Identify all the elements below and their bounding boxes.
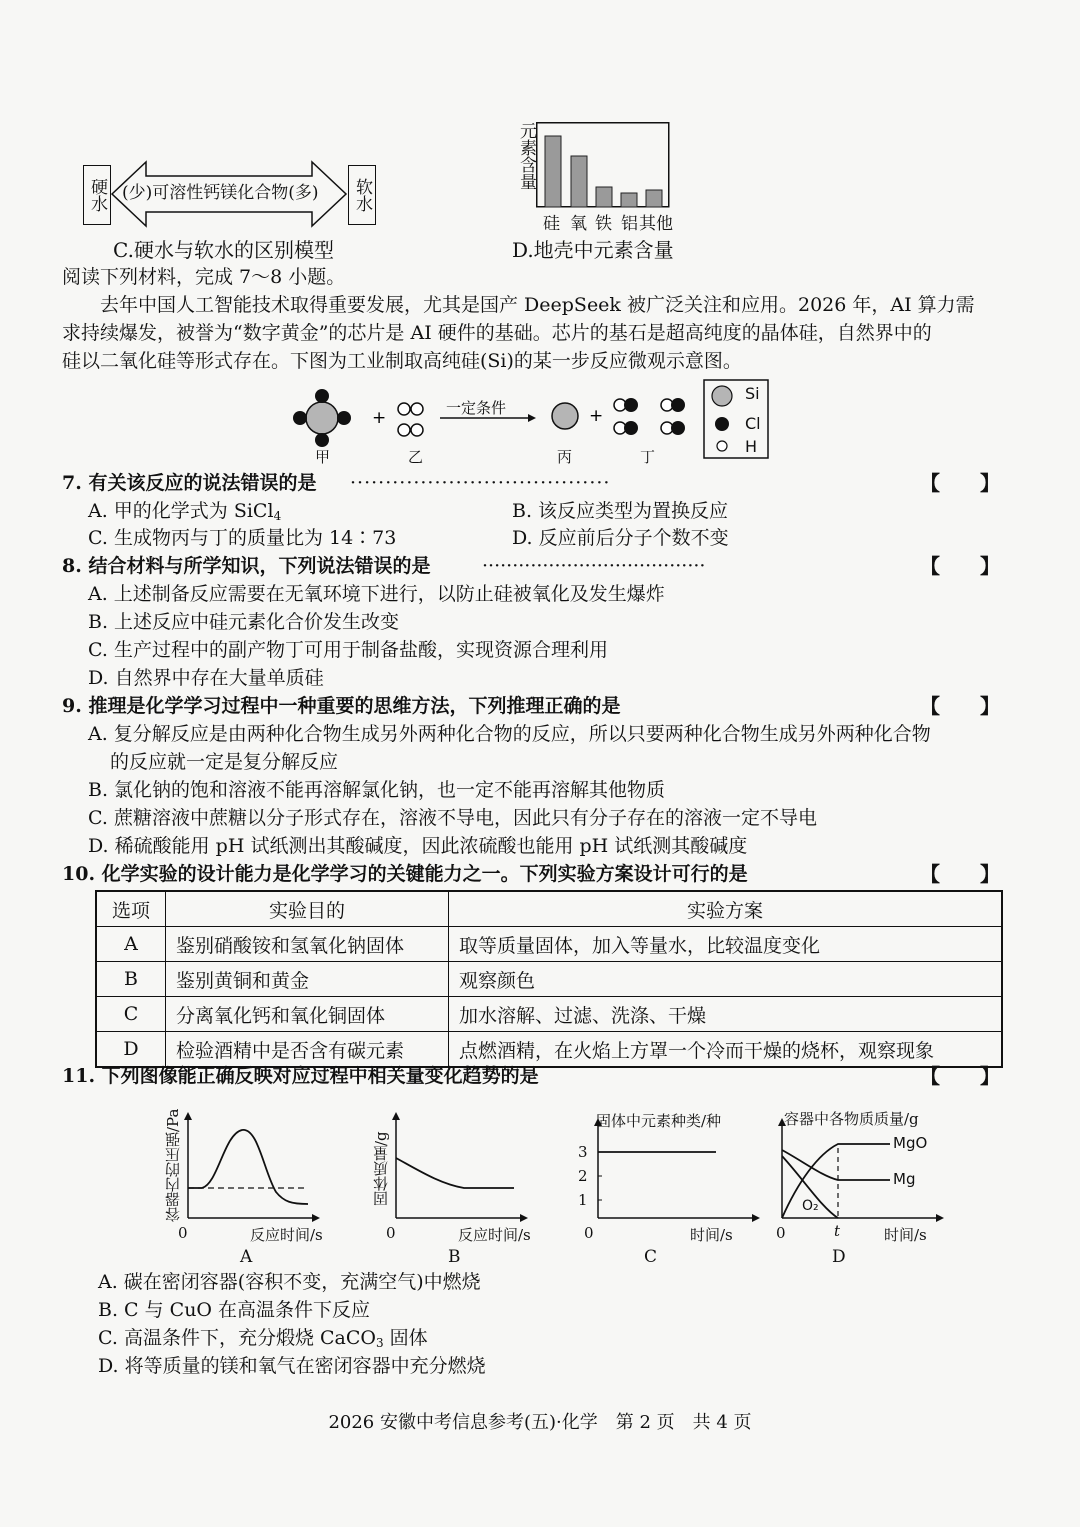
- molecule-bing: [552, 403, 578, 429]
- q8-stem: 8. 结合材料与所学知识，下列说法错误的是: [62, 555, 431, 577]
- legend-cl: Cl: [745, 414, 761, 433]
- material-line-2: 求持续爆发，被誉为“数字黄金”的芯片是 AI 硬件的基础。芯片的基石是超高纯度的晶体硅，自然界中的: [62, 322, 932, 344]
- graph-b-origin: 0: [386, 1224, 396, 1242]
- legend-h: H: [745, 437, 758, 456]
- q9-option-b[interactable]: B. 氯化钠的饱和溶液不能再溶解氯化钠，也一定不能再溶解其他物质: [88, 779, 666, 801]
- q9-bracket[interactable]: 【 】: [920, 694, 1000, 718]
- fig-c-caption: C.硬水与软水的区别模型: [113, 238, 334, 262]
- material-line-1: 去年中国人工智能技术取得重要发展，尤其是国产 DeepSeek 被广泛关注和应用。2026 年，AI 算力需: [100, 294, 975, 316]
- graph-b: [388, 1112, 528, 1222]
- reaction-condition: 一定条件: [446, 399, 507, 417]
- q11-option-b[interactable]: B. C 与 CuO 在高温条件下反应: [98, 1299, 371, 1321]
- q7-option-d[interactable]: D. 反应前后分子个数不变: [512, 527, 729, 549]
- bar-al: [621, 193, 637, 207]
- fig-d-ylabel: 元素含量: [516, 122, 536, 190]
- table-row: A 鉴别硝酸铵和氢氧化钠固体 取等质量固体，加入等量水，比较温度变化: [96, 927, 1002, 962]
- graph-d-series-mg: Mg: [893, 1170, 916, 1188]
- q8-option-d[interactable]: D. 自然界中存在大量单质硅: [88, 667, 324, 689]
- q11-bracket[interactable]: 【 】: [920, 1064, 1000, 1088]
- graph-d-origin: 0: [776, 1224, 786, 1242]
- intro: 阅读下列材料，完成 7～8 小题。: [62, 266, 346, 288]
- fig-d-caption: D.地壳中元素含量: [512, 238, 674, 262]
- table-row: B 鉴别黄铜和黄金 观察颜色: [96, 962, 1002, 997]
- graph-c-tick-1: 1: [578, 1191, 588, 1209]
- reaction-diagram: [290, 378, 770, 466]
- graph-d-name: D: [832, 1247, 846, 1267]
- arrow-text: (少)可溶性钙镁化合物(多): [122, 183, 319, 203]
- hard-water-label: 硬水: [87, 178, 107, 212]
- table-row: C 分离氧化钙和氧化铜固体 加水溶解、过滤、洗涤、干燥: [96, 997, 1002, 1032]
- q9-option-a-line2[interactable]: 的反应就一定是复分解反应: [110, 751, 339, 773]
- graph-c: [590, 1118, 760, 1222]
- graph-c-ylabel: 固体中元素种类/种: [596, 1112, 722, 1130]
- q7-option-c[interactable]: C. 生成物丙与丁的质量比为 14∶73: [88, 527, 397, 549]
- soft-water-label: 软水: [352, 178, 372, 212]
- label-yi: 乙: [408, 448, 424, 466]
- graph-a: [180, 1112, 320, 1222]
- q9-option-d[interactable]: D. 稀硫酸能用 pH 试纸测出其酸碱度，因此浓硫酸也能用 pH 试纸测其酸碱度: [88, 835, 748, 857]
- hard-water-box: [83, 165, 111, 225]
- soft-water-box: [348, 165, 376, 225]
- graph-c-tick-2: 2: [578, 1167, 588, 1185]
- graph-a-name: A: [240, 1247, 253, 1267]
- svg-text:+: +: [372, 408, 387, 428]
- graph-a-origin: 0: [178, 1224, 188, 1242]
- experiment-table: [95, 890, 1003, 1068]
- bar-fe: [596, 187, 612, 207]
- q8-bracket[interactable]: 【 】: [920, 554, 1000, 578]
- graph-a-xlabel: 反应时间/s: [250, 1226, 323, 1244]
- label-jia: 甲: [315, 448, 331, 466]
- graph-d-series-o2: O₂: [802, 1198, 819, 1214]
- q7-option-a[interactable]: A. 甲的化学式为 SiCl$_4$: [88, 500, 282, 523]
- q8-option-a[interactable]: A. 上述制备反应需要在无氧环境下进行，以防止硅被氧化及发生爆炸: [88, 583, 665, 605]
- graph-b-xlabel: 反应时间/s: [458, 1226, 531, 1244]
- label-ding: 丁: [640, 448, 656, 466]
- cat-si: 硅: [543, 214, 560, 234]
- table-header: 选项 实验目的 实验方案: [96, 891, 1002, 927]
- svg-text:+: +: [589, 406, 604, 426]
- fig-d-chart: [536, 122, 670, 208]
- legend-si: Si: [745, 384, 760, 403]
- q7-option-b[interactable]: B. 该反应类型为置换反应: [512, 500, 729, 522]
- q7-dots: ·····································: [350, 472, 611, 494]
- q8-dots: ·····································: [482, 555, 706, 577]
- bar-o: [571, 156, 587, 207]
- graph-b-ylabel: 固体质量/g: [372, 1131, 390, 1206]
- bar-other: [646, 190, 662, 207]
- graph-d-t: t: [834, 1222, 841, 1240]
- cat-o: 氧: [570, 214, 587, 234]
- q7-bracket[interactable]: 【 】: [920, 471, 1000, 495]
- q11-option-d[interactable]: D. 将等质量的镁和氧气在密闭容器中充分燃烧: [98, 1355, 486, 1377]
- q11-option-c[interactable]: C. 高温条件下，充分煅烧 CaCO$_3$ 固体: [98, 1327, 428, 1350]
- material-line-3: 硅以二氧化硅等形式存在。下图为工业制取高纯硅(Si)的某一步反应微观示意图。: [62, 350, 742, 372]
- q10-stem: 10. 化学实验的设计能力是化学学习的关键能力之一。下列实验方案设计可行的是: [62, 863, 748, 885]
- cat-al: 铝: [621, 214, 638, 234]
- cat-other: 其他: [639, 214, 673, 234]
- molecule-ding: [614, 398, 685, 435]
- graph-c-tick-3: 3: [578, 1143, 588, 1161]
- graph-c-xlabel: 时间/s: [690, 1226, 733, 1244]
- q11-option-a[interactable]: A. 碳在密闭容器(容积不变，充满空气)中燃烧: [98, 1271, 481, 1293]
- q8-option-b[interactable]: B. 上述反应中硅元素化合价发生改变: [88, 611, 400, 633]
- q8-option-c[interactable]: C. 生产过程中的副产物丁可用于制备盐酸，实现资源合理利用: [88, 639, 608, 661]
- cat-fe: 铁: [595, 214, 612, 234]
- q9-option-c[interactable]: C. 蔗糖溶液中蔗糖以分子形式存在，溶液不导电，因此只有分子存在的溶液一定不导电: [88, 807, 817, 829]
- q10-bracket[interactable]: 【 】: [920, 862, 1000, 886]
- graph-a-ylabel: 容器内的压强/Pa: [164, 1108, 182, 1222]
- q9-option-a-line1[interactable]: A. 复分解反应是由两种化合物生成另外两种化合物的反应，所以只要两种化合物生成另外两种化合物: [88, 723, 931, 745]
- table-row: D 检验酒精中是否含有碳元素 点燃酒精，在火焰上方罩一个冷而干燥的烧杯，观察现象: [96, 1032, 1002, 1068]
- graph-c-origin: 0: [584, 1224, 594, 1242]
- bar-si: [545, 136, 561, 207]
- page-footer: 2026 安徽中考信息参考(五)·化学 第 2 页 共 4 页: [328, 1412, 752, 1433]
- molecule-jia: [293, 389, 351, 447]
- graph-d-series-mgo: MgO: [893, 1134, 928, 1152]
- label-bing: 丙: [557, 448, 573, 466]
- q9-stem: 9. 推理是化学学习过程中一种重要的思维方法，下列推理正确的是: [62, 695, 621, 717]
- q11-stem: 11. 下列图像能正确反映对应过程中相关量变化趋势的是: [62, 1065, 539, 1087]
- graph-d-ylabel: 容器中各物质质量/g: [784, 1110, 919, 1128]
- graph-c-name: C: [644, 1247, 658, 1267]
- q7-stem: 7. 有关该反应的说法错误的是: [62, 472, 317, 494]
- molecule-yi: [398, 403, 423, 436]
- graph-b-name: B: [448, 1247, 461, 1267]
- graph-d-xlabel: 时间/s: [884, 1226, 927, 1244]
